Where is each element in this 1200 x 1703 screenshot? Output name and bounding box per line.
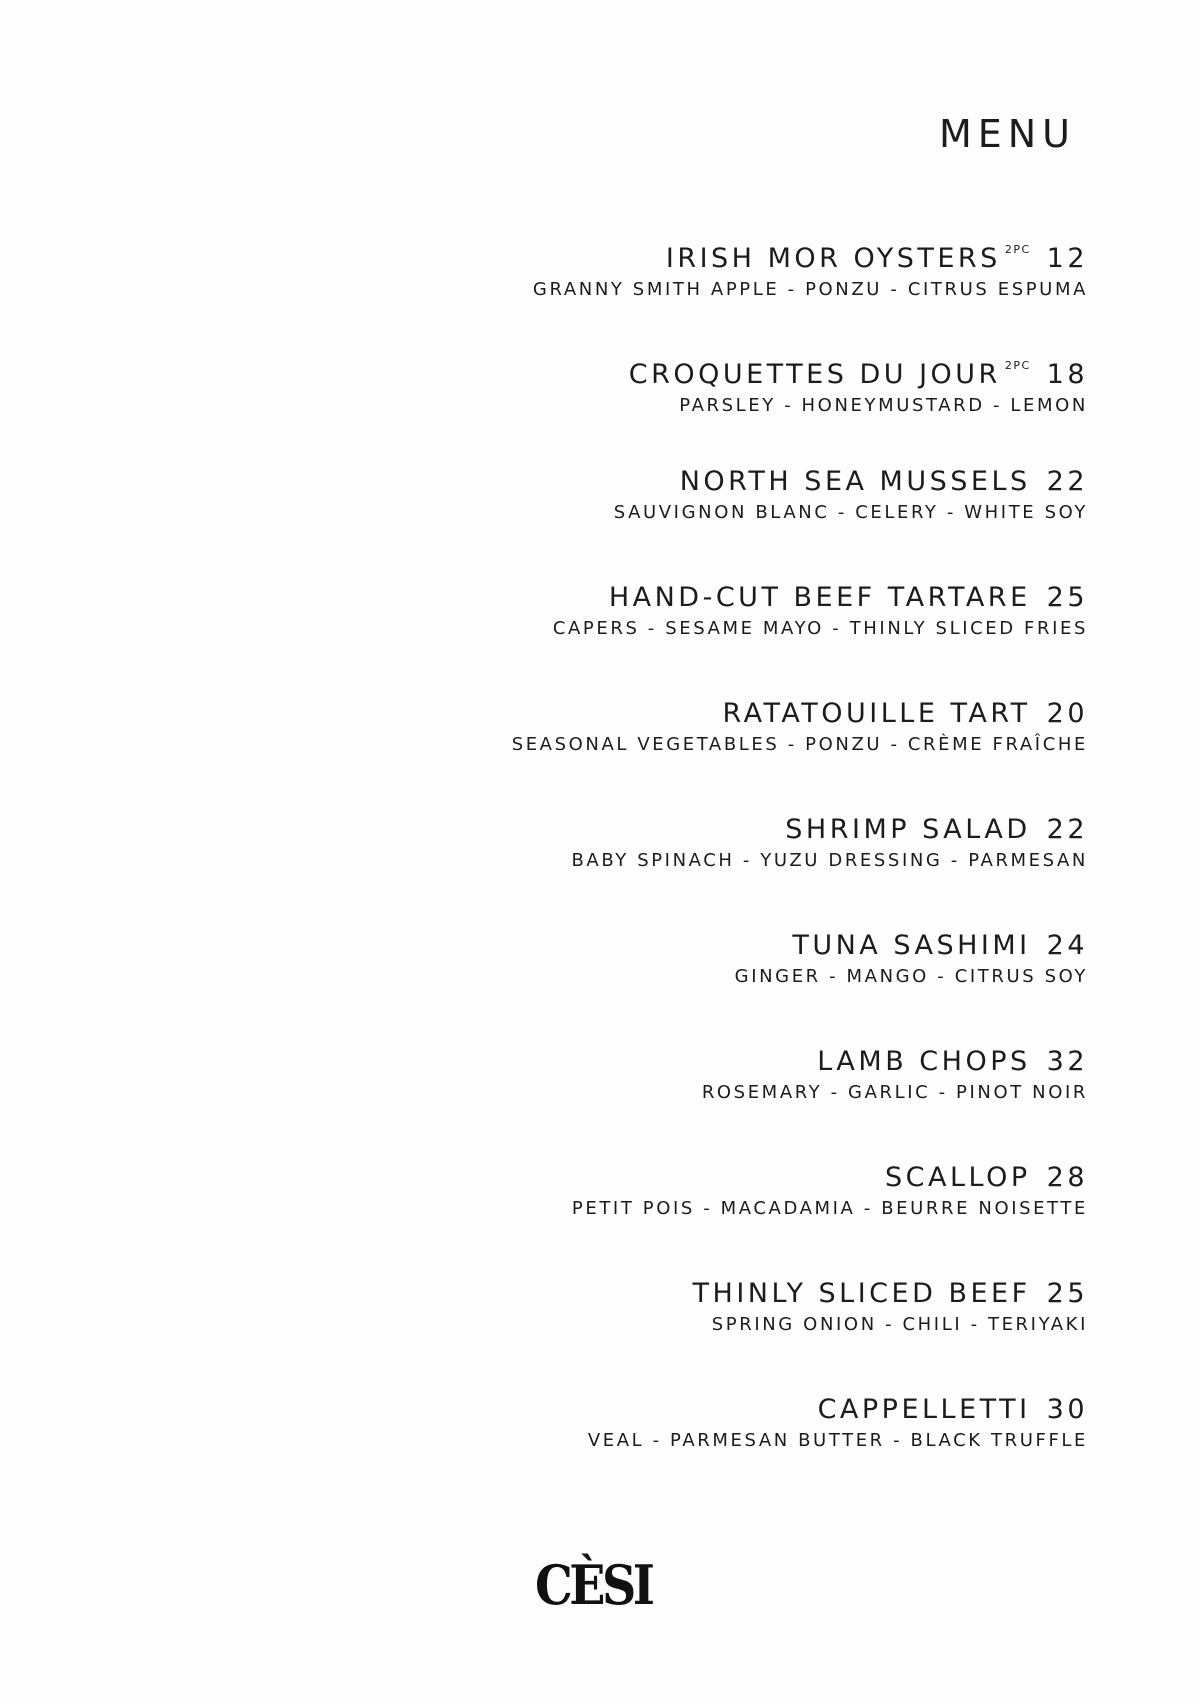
menu-list <box>288 232 1088 1508</box>
menu-item <box>288 696 1088 812</box>
item-price: 22 <box>1046 466 1088 497</box>
item-name: SHRIMP SALAD <box>785 814 1031 845</box>
item-title <box>288 232 1088 277</box>
menu-item <box>288 580 1088 696</box>
item-quantity: 2PC <box>1004 359 1031 372</box>
item-price: 12 <box>1046 243 1088 274</box>
menu-item <box>288 1044 1088 1160</box>
item-price: 32 <box>1046 1046 1088 1077</box>
item-name: IRISH MOR OYSTERS <box>665 243 1001 274</box>
menu-item <box>288 232 1088 348</box>
item-description: ROSEMARY - GARLIC - PINOT NOIR <box>701 1082 1088 1103</box>
item-description: SAUVIGNON BLANC - CELERY - WHITE SOY <box>613 502 1088 523</box>
item-name: RATATOUILLE TART <box>722 698 1031 729</box>
page-title: MENU <box>938 112 1076 156</box>
item-name: NORTH SEA MUSSELS <box>679 466 1031 497</box>
item-description: CAPERS - SESAME MAYO - THINLY SLICED FRIES <box>552 618 1088 639</box>
item-description: PETIT POIS - MACADAMIA - BEURRE NOISETTE <box>571 1198 1088 1219</box>
restaurant-logo: CÈSI <box>535 1553 652 1617</box>
item-description: SPRING ONION - CHILI - TERIYAKI <box>711 1314 1088 1335</box>
item-description: BABY SPINACH - YUZU DRESSING - PARMESAN <box>571 850 1088 871</box>
menu-item <box>288 1392 1088 1508</box>
menu-item <box>288 1276 1088 1392</box>
menu-item <box>288 348 1088 464</box>
item-name: LAMB CHOPS <box>817 1046 1031 1077</box>
item-name: CROQUETTES DU JOUR <box>628 359 1001 390</box>
item-name: CAPPELLETTI <box>817 1394 1031 1425</box>
item-description: GINGER - MANGO - CITRUS SOY <box>734 966 1088 987</box>
item-description: VEAL - PARMESAN BUTTER - BLACK TRUFFLE <box>587 1430 1088 1451</box>
item-price: 25 <box>1046 582 1088 613</box>
item-title <box>288 1160 1088 1196</box>
menu-item <box>288 464 1088 580</box>
item-price: 28 <box>1046 1162 1088 1193</box>
item-description: GRANNY SMITH APPLE - PONZU - CITRUS ESPUMA <box>532 279 1088 300</box>
item-price: 25 <box>1046 1278 1088 1309</box>
item-title <box>288 1392 1088 1428</box>
item-price: 18 <box>1046 359 1088 390</box>
menu-item <box>288 812 1088 928</box>
menu-item <box>288 1160 1088 1276</box>
item-name: HAND-CUT BEEF TARTARE <box>608 582 1031 613</box>
item-title <box>288 464 1088 500</box>
item-description: PARSLEY - HONEYMUSTARD - LEMON <box>679 395 1088 416</box>
item-name: TUNA SASHIMI <box>792 930 1031 961</box>
item-title <box>288 928 1088 964</box>
item-title <box>288 1276 1088 1312</box>
item-name: THINLY SLICED BEEF <box>692 1278 1031 1309</box>
item-quantity: 2PC <box>1004 243 1031 256</box>
item-price: 22 <box>1046 814 1088 845</box>
menu-item <box>288 928 1088 1044</box>
item-price: 24 <box>1046 930 1088 961</box>
item-title <box>288 580 1088 616</box>
item-name: SCALLOP <box>885 1162 1031 1193</box>
item-price: 20 <box>1046 698 1088 729</box>
item-price: 30 <box>1046 1394 1088 1425</box>
item-description: SEASONAL VEGETABLES - PONZU - CRÈME FRAÎCHE <box>511 734 1088 755</box>
item-title <box>288 1044 1088 1080</box>
item-title <box>288 348 1088 393</box>
item-title <box>288 812 1088 848</box>
item-title <box>288 696 1088 732</box>
